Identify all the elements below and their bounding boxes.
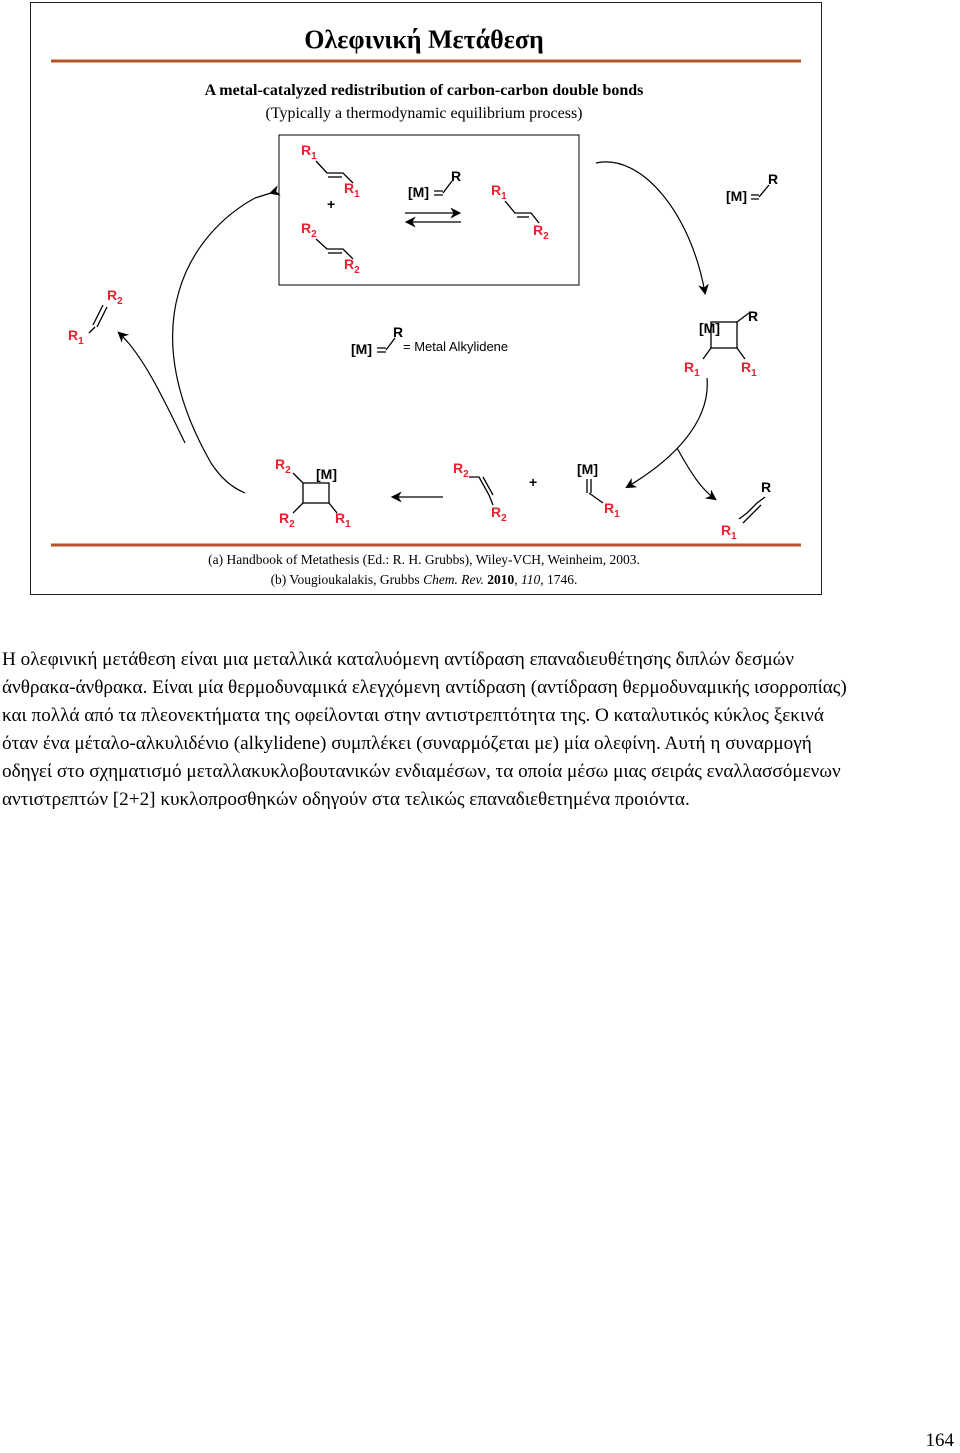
metal-alkylidene-catalyst bbox=[408, 168, 461, 200]
cycle-arrow-right-down bbox=[596, 162, 705, 293]
body-paragraph: Η ολεφινική μετάθεση είναι μια μεταλλικά καταλυόμενη αντίδραση επαναδιευθέτησης διπλών δεσμών άνθρακα-άνθρακα. Είναι μία θερμοδυναμικά ελεγχόμενη αντίδραση (αντίδραση θερμοδυναμικής ισορροπίας) και πολλά από τα πλεονεκτήματα της οφείλονται στην αντιστρεπτότητα της. Ο καταλυτικός κύκλος ξεκινά όταν ένα μέταλο-αλκυλιδένιο (alkylidene) συμπλέκει (συναρμόζεται με) μία ολεφίνη. Αυτή η συναρμογή οδηγεί στο σχηματισμό μεταλλακυκλοβουτανικών ενδιαμέσων, τα οποία μέσω μιας σειράς εναλλασσόμενων αντιστρεπτών [2+2] κυκλοπροσθηκών οδηγούν στα τελικώς επαναδιεθετημένα προιόντα. bbox=[2, 649, 847, 810]
svg-text:[M]: [M] bbox=[726, 188, 747, 204]
svg-text:R: R bbox=[768, 171, 779, 187]
cycle-arrow-right-bottom bbox=[627, 378, 707, 487]
metathesis-cycle-diagram bbox=[31, 3, 821, 594]
plus-sign: + bbox=[327, 196, 336, 212]
metallacyclobutane-right bbox=[684, 308, 758, 379]
svg-text:[M]: [M] bbox=[316, 466, 337, 482]
legend-metal-alkylidene bbox=[351, 324, 508, 357]
svg-text:R1: $R_1$ bbox=[721, 522, 737, 542]
subtitle-bold: A metal-catalyzed redistribution of carbon-carbon double bonds bbox=[204, 82, 644, 99]
svg-text:R1: $R_1$ bbox=[741, 359, 757, 379]
svg-text:R1: $R_1$ bbox=[335, 510, 351, 530]
svg-text:[M]: [M] bbox=[699, 320, 720, 336]
olefin-r2-r2 bbox=[301, 220, 360, 276]
svg-text:R: R bbox=[748, 308, 759, 324]
svg-text:R: R bbox=[761, 479, 772, 495]
svg-text:R2: $R_2$ bbox=[279, 510, 295, 530]
svg-text:R2: $R_2$ bbox=[344, 256, 360, 276]
svg-text:R2: $R_2$ bbox=[107, 287, 123, 307]
svg-text:R2: $R_2$ bbox=[533, 222, 549, 242]
cycle-arrow-to-left-product bbox=[119, 333, 185, 443]
svg-text:R1: $R_1$ bbox=[491, 182, 507, 202]
slide-title: Ολεφινική Μετάθεση bbox=[304, 25, 544, 54]
svg-text:= Metal Alkylidene: = Metal Alkylidene bbox=[403, 339, 509, 354]
olefin-product-right bbox=[721, 479, 771, 542]
reference-b: (b) Vougioukalakis, Grubbs Chem. Rev. 2010, 110, 1746. bbox=[270, 572, 578, 587]
catalyst-top-right bbox=[726, 171, 778, 204]
svg-text:R2: $R_2$ bbox=[453, 460, 469, 480]
olefin-r1-r2 bbox=[491, 182, 549, 242]
reference-a: (a) Handbook of Metathesis (Ed.: R. H. Grubbs), Wiley-VCH, Weinheim, 2003. bbox=[208, 552, 640, 567]
svg-text:R1: $R_1$ bbox=[604, 500, 620, 520]
svg-text:R1: $R_1$ bbox=[68, 327, 84, 347]
plus-sign-bottom: + bbox=[529, 474, 538, 490]
svg-text:[M]: [M] bbox=[577, 461, 598, 477]
svg-text:R1: $R_1$ bbox=[301, 142, 317, 162]
svg-text:R1: $R_1$ bbox=[344, 180, 360, 200]
equilibrium-box bbox=[279, 135, 579, 285]
svg-text:R2: $R_2$ bbox=[491, 504, 507, 524]
metallacyclobutane-left bbox=[275, 456, 351, 530]
olefin-r2-bottom bbox=[453, 460, 507, 524]
subtitle-plain: (Typically a thermodynamic equilibrium process) bbox=[265, 105, 583, 122]
svg-text:[M]: [M] bbox=[351, 341, 372, 357]
svg-text:R2: $R_2$ bbox=[301, 220, 317, 240]
svg-text:R1: $R_1$ bbox=[684, 359, 700, 379]
olefin-product-left bbox=[68, 287, 123, 347]
svg-text:[M]: [M] bbox=[408, 184, 429, 200]
svg-text:R: R bbox=[451, 168, 462, 184]
cycle-arrowhead-left bbox=[255, 193, 271, 198]
cycle-arrow-to-right-product bbox=[677, 448, 715, 499]
svg-text:R: R bbox=[393, 324, 404, 340]
catalyst-r1-bottom bbox=[577, 461, 620, 520]
svg-text:R2: $R_2$ bbox=[275, 456, 291, 476]
slide-figure bbox=[30, 2, 822, 595]
olefin-r1-r1 bbox=[301, 142, 360, 200]
page-number: 164 bbox=[925, 1430, 954, 1451]
cycle-arrow-left-down bbox=[173, 198, 255, 493]
